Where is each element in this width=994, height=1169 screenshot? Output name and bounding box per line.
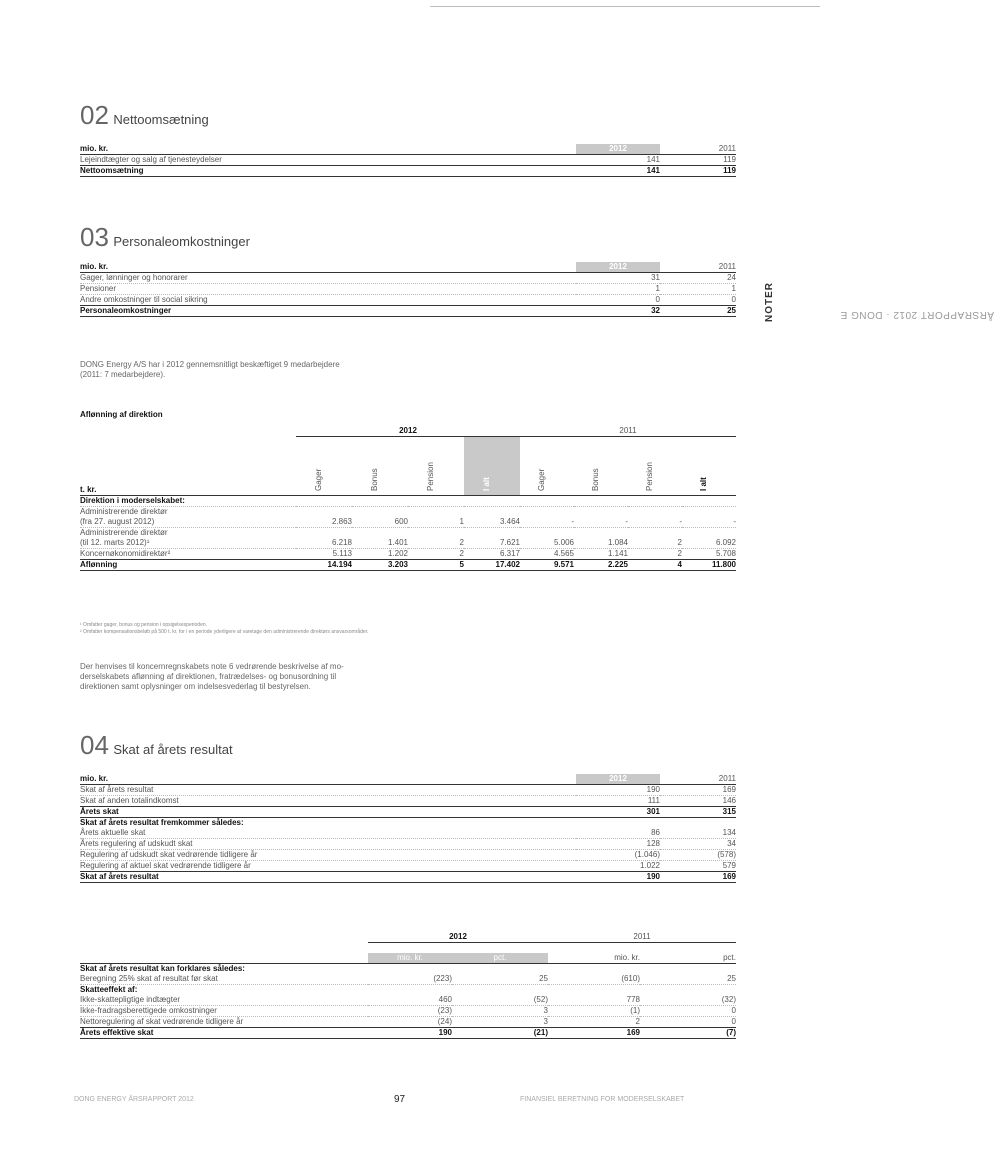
table-row-total: Skat af årets resultat 190 169 — [80, 872, 736, 881]
sidebar-section-tab — [762, 92, 994, 322]
year-2011-header: 2011 — [660, 774, 736, 785]
year-2012-header: 2012 — [576, 262, 660, 273]
section-title: Nettoomsætning — [113, 112, 209, 127]
col-header: Bonus — [591, 468, 600, 491]
col-header: pct. — [452, 953, 548, 964]
col-header: pct. — [640, 953, 736, 964]
table-row: Gager, lønninger og honorarer 31 24 — [80, 273, 736, 282]
table-row: Lejeindtægter og salg af tjenesteydelser 141 119 — [80, 155, 736, 164]
col-header: I alt — [699, 477, 708, 491]
year-2012-header: 2012 — [576, 144, 660, 155]
table-row: Skat af årets resultat 190 169 — [80, 785, 736, 794]
year-2012-group: 2012 — [368, 932, 548, 943]
year-2011-group: 2011 — [548, 932, 736, 943]
table-row: Regulering af udskudt skat vedrørende tidligere år (1.046) (578) — [80, 850, 736, 859]
unit-label: mio. kr. — [80, 774, 576, 785]
section-number: 04 — [80, 730, 109, 760]
tax-reconciliation-table — [80, 932, 736, 1039]
revenue-table — [80, 144, 736, 177]
year-2011-group: 2011 — [520, 426, 736, 437]
section-02-heading — [80, 100, 209, 131]
table-row-total: Nettoomsætning 141 119 — [80, 166, 736, 175]
table-row-group: Skatteeffekt af: — [80, 985, 138, 994]
unit-label: mio. kr. — [80, 262, 576, 273]
remuneration-footnotes: ¹ Omfatter gager, bonus og pension i opsigelsesperioden. ² Omfatter kompensationsbeløb på 500 t. kr. for i en periode yderligere at varetage den administrerende direktørs ansvarsområder. — [80, 622, 369, 635]
table-row: Beregning 25% skat af resultat før skat (223) 25 (610) 25 — [80, 974, 736, 983]
col-header: mio. kr. — [368, 953, 452, 964]
table-row: Koncernøkonomidirektør² 5.113 1.202 2 6.317 4.565 1.141 2 5.708 — [80, 549, 736, 558]
col-header: Gager — [314, 468, 323, 491]
year-2012-group: 2012 — [296, 426, 520, 437]
table-row: Administrerende direktør — [80, 507, 168, 516]
remuneration-table — [80, 426, 736, 571]
remuneration-heading: Aflønning af direktion — [80, 410, 163, 419]
table-row-total: Årets effektive skat 190 (21) 169 (7) — [80, 1028, 736, 1037]
table-row: Regulering af aktuel skat vedrørende tidligere år 1.022 579 — [80, 861, 736, 870]
col-header: Pension — [645, 462, 654, 491]
table-row-group: Skat af årets resultat fremkommer således: — [80, 818, 244, 827]
table-row: Ikke-fradragsberettigede omkostninger (23) 3 (1) 0 — [80, 1006, 736, 1015]
table-row-total: Aflønning 14.194 3.203 5 17.402 9.571 2.225 4 11.800 — [80, 560, 736, 569]
personnel-table — [80, 262, 736, 317]
top-rule — [430, 6, 820, 7]
col-header: I alt — [482, 477, 491, 491]
reference-paragraph: Der henvises til koncernregnskabets note 6 vedrørende beskrivelse af mo- derselskabets aflønning af direktionen, fratrædelses- og bonusordning til direktionen samt oplysninger om indelsesvederlag til bestyrelsen. — [80, 662, 344, 691]
tax-table — [80, 774, 736, 883]
section-title: Personaleomkostninger — [113, 234, 250, 249]
col-header: mio. kr. — [548, 953, 640, 964]
col-header: Gager — [537, 468, 546, 491]
page-number: 97 — [394, 1094, 406, 1105]
table-row: Årets aktuelle skat 86 134 — [80, 828, 736, 837]
table-row-total: Personaleomkostninger 32 25 — [80, 306, 736, 315]
table-row: Skat af anden totalindkomst 111 146 — [80, 796, 736, 805]
col-header: Pension — [426, 462, 435, 491]
year-2011-header: 2011 — [660, 144, 736, 155]
section-title: Skat af årets resultat — [113, 742, 233, 757]
table-row: (til 12. marts 2012)¹ 6.218 1.401 2 7.621 5.006 1.084 2 6.092 — [80, 538, 736, 547]
section-number: 03 — [80, 222, 109, 252]
unit-label: mio. kr. — [80, 144, 576, 155]
unit-label: t. kr. — [80, 437, 296, 496]
table-row: Nettoregulering af skat vedrørende tidligere år (24) 3 2 0 — [80, 1017, 736, 1026]
employee-note: DONG Energy A/S har i 2012 gennemsnitligt beskæftiget 9 medarbejdere (2011: 7 medarbejdere). — [80, 360, 340, 379]
table-row: (fra 27. august 2012) 2.863 600 1 3.464 - - - - — [80, 517, 736, 526]
col-header: Bonus — [370, 468, 379, 491]
table-row: Administrerende direktør — [80, 528, 168, 537]
sidebar-prefix: ÅRSRAPPORT 2012 · DONG E — [840, 309, 994, 320]
section-03-heading — [80, 222, 250, 253]
table-row-group: Skat af årets resultat kan forklares således: — [80, 964, 245, 973]
footer-right: FINANSIEL BERETNING FOR MODERSELSKABET — [520, 1096, 685, 1103]
year-2011-header: 2011 — [660, 262, 736, 273]
table-row-total: Årets skat 301 315 — [80, 807, 736, 816]
section-number: 02 — [80, 100, 109, 130]
table-row-group: Direktion i moderselskabet: — [80, 496, 736, 507]
table-row: Andre omkostninger til social sikring 0 0 — [80, 295, 736, 304]
year-2012-header: 2012 — [576, 774, 660, 785]
table-row: Ikke-skattepligtige indtægter 460 (52) 778 (32) — [80, 995, 736, 1004]
footer-left: DONG ENERGY ÅRSRAPPORT 2012 — [74, 1096, 194, 1103]
table-row: Årets regulering af udskudt skat 128 34 — [80, 839, 736, 848]
sidebar-label: NOTER — [764, 282, 775, 322]
section-04-heading — [80, 730, 233, 761]
table-row: Pensioner 1 1 — [80, 284, 736, 293]
